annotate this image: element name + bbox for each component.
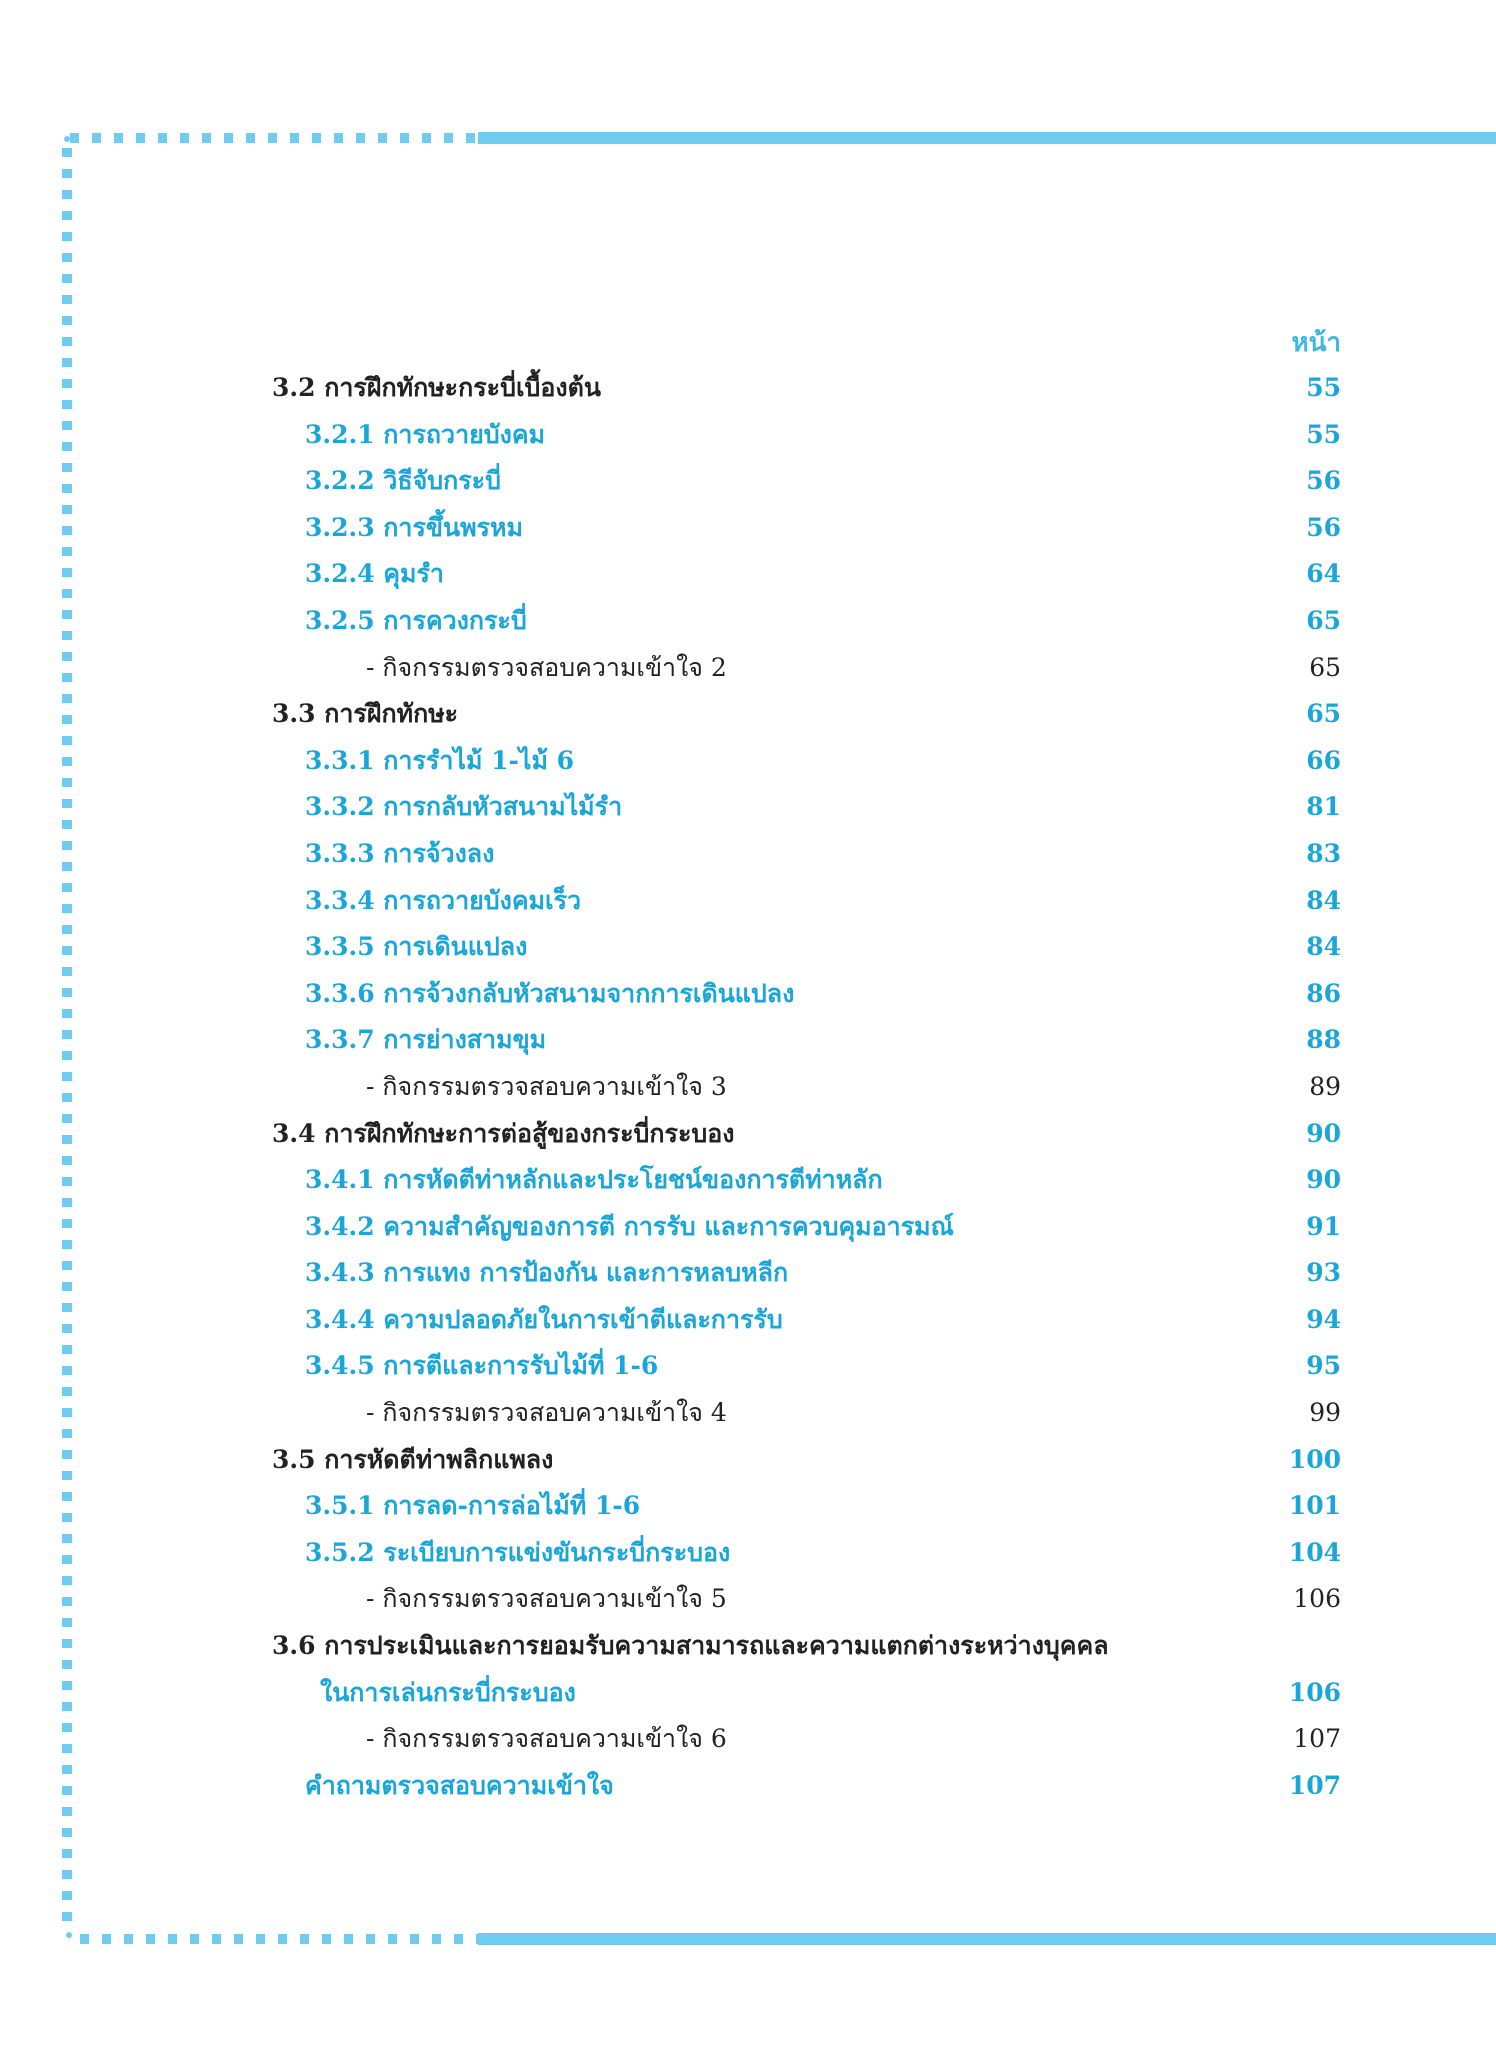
toc-entry-page: 64 xyxy=(1306,559,1341,589)
toc-entry-title: 3.3.2 การกลับหัวสนามไม้รำ xyxy=(305,792,623,822)
toc-entry-page: 65 xyxy=(1309,652,1341,682)
frame-corner-top-left xyxy=(64,136,70,142)
toc-entry-title: 3.4.4 ความปลอดภัยในการเข้าตีและการรับ xyxy=(305,1304,783,1334)
toc-entry-title: 3.3 การฝึกทักษะ xyxy=(272,699,459,729)
toc-entry-title: 3.4.5 การตีและการรับไม้ที่ 1-6 xyxy=(305,1351,659,1381)
toc-entry-title: คำถามตรวจสอบความเข้าใจ xyxy=(305,1770,614,1800)
toc-entry-title: 3.3.6 การจ้วงกลับหัวสนามจากการเดินแปลง xyxy=(305,978,795,1008)
toc-entry-page: 88 xyxy=(1306,1025,1341,1055)
toc-entry xyxy=(0,1530,1496,1577)
toc-entry-title: 3.2.4 คุมรำ xyxy=(305,559,444,589)
toc-entry-page: 90 xyxy=(1306,1118,1341,1148)
toc-entry-title: 3.3.7 การย่างสามขุม xyxy=(305,1025,547,1055)
toc-entry xyxy=(0,1297,1496,1344)
toc-entry-title: 3.4.1 การหัดตีท่าหลักและประโยชน์ของการตีท่าหลัก xyxy=(305,1165,883,1195)
toc-entry-page: 90 xyxy=(1306,1165,1341,1195)
toc-entry-page: 95 xyxy=(1306,1351,1341,1381)
toc-entry-title: 3.2 การฝึกทักษะกระบี่เบื้องต้น xyxy=(272,373,601,402)
toc-entry xyxy=(0,1390,1496,1437)
toc-entry-page: 86 xyxy=(1306,978,1341,1008)
toc-entry-page: 56 xyxy=(1306,466,1341,496)
toc-entry-page: 100 xyxy=(1288,1444,1341,1474)
toc-entry-page: 81 xyxy=(1306,792,1341,822)
toc-entry xyxy=(0,365,1496,412)
toc-entry xyxy=(0,971,1496,1018)
toc-entry-title: 3.5.1 การลด-การล่อไม้ที่ 1-6 xyxy=(305,1491,641,1521)
toc-entry-page: 65 xyxy=(1306,699,1341,729)
toc-entry xyxy=(0,412,1496,459)
toc-entry-title: - กิจกรรมตรวจสอบความเข้าใจ 3 xyxy=(366,1071,727,1101)
toc-entry-page: 83 xyxy=(1306,838,1341,868)
toc-entry xyxy=(0,551,1496,598)
toc-entry-title: 3.5 การหัดตีท่าพลิกแพลง xyxy=(272,1444,554,1474)
toc-entry xyxy=(0,1111,1496,1158)
toc-entry-page: 84 xyxy=(1306,932,1341,962)
toc-entry xyxy=(0,738,1496,785)
toc-entry xyxy=(0,924,1496,971)
toc-entry-title: 3.3.5 การเดินแปลง xyxy=(305,932,528,962)
toc-entry-page: 107 xyxy=(1288,1770,1341,1800)
toc-entry-title: 3.2.5 การควงกระบี่ xyxy=(305,605,527,635)
toc-entry-page: 91 xyxy=(1306,1211,1341,1241)
toc-entry-title: 3.6 การประเมินและการยอมรับความสามารถและความแตกต่างระหว่างบุคคล xyxy=(272,1631,1109,1661)
toc-entry-page: 56 xyxy=(1306,512,1341,542)
toc-entry-page: 55 xyxy=(1306,373,1341,402)
toc-entry xyxy=(0,1204,1496,1251)
toc-entry xyxy=(0,691,1496,738)
toc-entry-page: 104 xyxy=(1288,1537,1341,1567)
toc-entry-page: 101 xyxy=(1288,1491,1341,1521)
frame-bottom-solid-border xyxy=(478,1933,1496,1945)
toc-entry-page: 106 xyxy=(1293,1584,1341,1614)
toc-entry xyxy=(0,645,1496,692)
toc-entry xyxy=(0,1576,1496,1623)
toc-entry xyxy=(0,1670,1496,1717)
toc-entry-title: 3.4.3 การแทง การป้องกัน และการหลบหลีก xyxy=(305,1258,789,1288)
toc-entry xyxy=(0,1763,1496,1810)
toc-entry xyxy=(0,1716,1496,1763)
toc-entry xyxy=(0,1343,1496,1390)
toc-entry xyxy=(0,1064,1496,1111)
toc-entry xyxy=(0,1483,1496,1530)
toc-entry xyxy=(0,458,1496,505)
frame-top-dotted-border xyxy=(70,133,480,143)
toc-entry-title: 3.2.1 การถวายบังคม xyxy=(305,419,546,449)
toc-entry xyxy=(0,1250,1496,1297)
toc-entry-title: ในการเล่นกระบี่กระบอง xyxy=(320,1677,576,1707)
toc-entry-title: - กิจกรรมตรวจสอบความเข้าใจ 6 xyxy=(366,1724,727,1754)
toc-entry xyxy=(0,1017,1496,1064)
toc-entry xyxy=(0,505,1496,552)
toc-entry xyxy=(0,1437,1496,1484)
toc-entry-title: 3.4.2 ความสำคัญของการตี การรับ และการควบคุมอารมณ์ xyxy=(305,1211,954,1241)
toc-entry-title: - กิจกรรมตรวจสอบความเข้าใจ 5 xyxy=(366,1584,727,1614)
toc-entry-page: 55 xyxy=(1306,419,1341,449)
toc-entry xyxy=(0,878,1496,925)
page-column-heading: หน้า xyxy=(1291,328,1341,358)
toc-entry-page: 106 xyxy=(1288,1677,1341,1707)
toc-entry-page: 107 xyxy=(1293,1724,1341,1754)
toc-entry-page: 84 xyxy=(1306,885,1341,915)
frame-bottom-dotted-border xyxy=(80,1934,480,1944)
toc-entry-page: 93 xyxy=(1306,1258,1341,1288)
toc-entry xyxy=(0,1623,1496,1670)
toc-entry-title: 3.3.3 การจ้วงลง xyxy=(305,838,495,868)
toc-entry-page: 89 xyxy=(1309,1071,1341,1101)
toc-entry-title: - กิจกรรมตรวจสอบความเข้าใจ 2 xyxy=(366,652,727,682)
toc-entry xyxy=(0,1157,1496,1204)
toc-entry xyxy=(0,598,1496,645)
frame-top-solid-border xyxy=(478,132,1496,144)
toc-entry-page: 94 xyxy=(1306,1304,1341,1334)
table-of-contents xyxy=(0,365,1496,1809)
toc-entry-title: 3.2.2 วิธีจับกระบี่ xyxy=(305,466,501,496)
toc-entry-title: 3.5.2 ระเบียบการแข่งขันกระบี่กระบอง xyxy=(305,1537,731,1567)
toc-entry-title: 3.3.1 การรำไม้ 1-ไม้ 6 xyxy=(305,745,575,775)
toc-entry-page: 65 xyxy=(1306,605,1341,635)
toc-entry xyxy=(0,784,1496,831)
frame-corner-bottom-left xyxy=(66,1932,72,1938)
toc-entry-title: 3.4 การฝึกทักษะการต่อสู้ของกระบี่กระบอง xyxy=(272,1118,735,1148)
toc-entry xyxy=(0,831,1496,878)
toc-entry-title: - กิจกรรมตรวจสอบความเข้าใจ 4 xyxy=(366,1398,727,1428)
toc-entry-title: 3.3.4 การถวายบังคมเร็ว xyxy=(305,885,582,915)
toc-entry-page: 66 xyxy=(1306,745,1341,775)
toc-entry-title: 3.2.3 การขึ้นพรหม xyxy=(305,512,523,542)
toc-entry-page: 99 xyxy=(1309,1398,1341,1428)
